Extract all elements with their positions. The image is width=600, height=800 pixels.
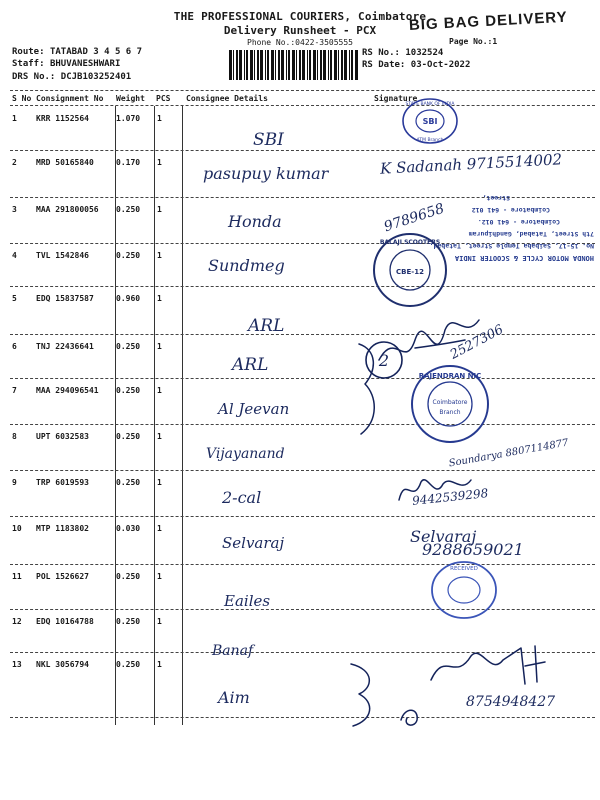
drs-value: DCJB103252401 xyxy=(60,72,132,82)
scribble-mark xyxy=(395,700,425,730)
signature-9: 9442539298 xyxy=(411,486,489,508)
row-5-weight: 0.960 xyxy=(116,294,141,303)
row-6-pcs: 1 xyxy=(157,342,162,351)
consignee-hw-3: Honda xyxy=(228,212,282,231)
rs-no-line: RS No.: 1032524 xyxy=(362,48,444,58)
row-8-consignment: UPT 6032583 xyxy=(36,432,89,441)
signature-13-scribble xyxy=(425,640,550,690)
svg-text:Coimbatore - 641 012.: Coimbatore - 641 012. xyxy=(477,218,560,226)
row-4-sno: 4 xyxy=(12,251,17,260)
barcode-bar xyxy=(292,50,295,80)
row-3-weight: 0.250 xyxy=(116,205,141,214)
row-1-sno: 1 xyxy=(12,114,17,123)
row-6-consignment: TNJ 22436641 xyxy=(36,342,94,351)
drs-line: DRS No.: DCJB103252401 xyxy=(12,72,132,82)
consignee-hw-5: ARL xyxy=(248,316,285,336)
row-separator xyxy=(10,334,595,335)
row-separator xyxy=(10,286,595,287)
row-12-weight: 0.250 xyxy=(116,617,141,626)
barcode-bar xyxy=(299,50,301,80)
row-11-pcs: 1 xyxy=(157,572,162,581)
row-separator xyxy=(10,564,595,565)
consignee-hw-11: Eailes xyxy=(224,592,271,610)
row-11-weight: 0.250 xyxy=(116,572,141,581)
barcode-bar xyxy=(317,50,318,80)
barcode-bar xyxy=(330,50,332,80)
route-value: TATABAD 3 4 5 6 7 xyxy=(49,47,143,57)
page-number: Page No.:1 xyxy=(449,37,498,46)
row-separator xyxy=(10,609,595,610)
row-5-sno: 5 xyxy=(12,294,17,303)
barcode-bar xyxy=(309,50,311,80)
consignee-hw-1: SBI xyxy=(253,130,284,150)
row-6-weight: 0.250 xyxy=(116,342,141,351)
row-12-sno: 12 xyxy=(12,617,22,626)
row-8-weight: 0.250 xyxy=(116,432,141,441)
svg-text:STATE BANK OF INDIA: STATE BANK OF INDIA xyxy=(405,102,455,107)
consignee-hw-7: Al Jeevan xyxy=(218,400,290,418)
row-1-weight: 1.070 xyxy=(116,114,141,123)
blue-round-stamp xyxy=(428,558,500,622)
barcode-bar xyxy=(281,50,284,80)
barcode-bar xyxy=(313,50,316,80)
barcode-bar xyxy=(351,50,353,80)
row-separator xyxy=(10,424,595,425)
row-7-weight: 0.250 xyxy=(116,386,141,395)
svg-text:RAJENDRAN NIC: RAJENDRAN NIC xyxy=(418,372,482,380)
header-rule-top xyxy=(10,90,595,91)
row-separator xyxy=(10,516,595,517)
svg-text:7th Street, Tatabad, Gandhipur: 7th Street, Tatabad, Gandhipuram xyxy=(468,230,594,238)
barcode-bar xyxy=(341,50,343,80)
row-1-consignment: KRR 1152564 xyxy=(36,114,89,123)
row-9-weight: 0.250 xyxy=(116,478,141,487)
rajendran-stamp xyxy=(408,362,492,446)
row-4-pcs: 1 xyxy=(157,251,162,260)
signature-13: 8754948427 xyxy=(466,694,556,710)
row-7-consignment: MAA 294096541 xyxy=(36,386,99,395)
row-11-sno: 11 xyxy=(12,572,22,581)
barcode-bar xyxy=(236,50,238,80)
barcode-bar xyxy=(278,50,280,80)
barcode-bar xyxy=(334,50,337,80)
consignee-hw-4: Sundmeg xyxy=(208,256,285,275)
svg-text:2: 2 xyxy=(378,351,390,370)
column-divider xyxy=(182,106,183,725)
header-rule-bottom xyxy=(10,105,595,106)
barcode-bar xyxy=(338,50,339,80)
sbi-stamp xyxy=(400,96,460,146)
svg-text:Branch: Branch xyxy=(439,409,461,416)
col-signature: Signature xyxy=(374,94,418,103)
rs-date-value: 03-Oct-2022 xyxy=(410,60,471,70)
svg-text:Street,: Street, xyxy=(482,194,510,202)
barcode-bar xyxy=(267,50,269,80)
barcode xyxy=(229,50,359,80)
barcode-bar xyxy=(349,50,350,80)
row-3-pcs: 1 xyxy=(157,205,162,214)
row-13-sno: 13 xyxy=(12,660,22,669)
barcode-bar xyxy=(302,50,305,80)
barcode-bar xyxy=(355,50,358,80)
barcode-bar xyxy=(260,50,263,80)
barcode-bar xyxy=(233,50,234,80)
row-2-pcs: 1 xyxy=(157,158,162,167)
row-10-sno: 10 xyxy=(12,524,22,533)
route-line: Route: TATABAD 3 4 5 6 7 xyxy=(12,47,143,57)
svg-text:CBE-12: CBE-12 xyxy=(396,268,424,276)
row-10-weight: 0.030 xyxy=(116,524,141,533)
circled-number-mark xyxy=(362,338,406,382)
svg-text:SBI: SBI xyxy=(422,117,438,126)
signature-9-scribble xyxy=(395,470,475,510)
barcode-bar xyxy=(257,50,259,80)
col-consignment: Consignment No xyxy=(36,94,104,103)
signature-10-name: Selvaraj xyxy=(410,527,477,546)
consignee-hw-12: Banaf xyxy=(212,643,254,659)
consignee-hw-8: Vijayanand xyxy=(206,446,285,462)
row-separator xyxy=(10,150,595,151)
signature-10-number: 9288659021 xyxy=(422,540,524,559)
big-bag-stamp: BIG BAG DELIVERY xyxy=(408,8,569,34)
consignee-hw-10: Selvaraj xyxy=(222,534,285,552)
col-weight: Weight xyxy=(116,94,145,103)
row-9-pcs: 1 xyxy=(157,478,162,487)
balaji-scooters-stamp xyxy=(370,230,450,310)
svg-text:RECEIVED: RECEIVED xyxy=(450,566,478,572)
column-divider xyxy=(115,106,116,725)
phone-number: Phone No.:0422-3505555 xyxy=(247,38,353,47)
row-4-consignment: TVL 1542846 xyxy=(36,251,89,260)
row-6-sno: 6 xyxy=(12,342,17,351)
row-13-pcs: 1 xyxy=(157,660,162,669)
column-divider xyxy=(154,106,155,725)
row-5-consignment: EDQ 15837587 xyxy=(36,294,94,303)
rs-date-line: RS Date: 03-Oct-2022 xyxy=(362,60,471,70)
row-separator xyxy=(10,717,595,718)
row-separator xyxy=(10,470,595,471)
svg-text:HONDA MOTOR CYCLE & SCOOTER IN: HONDA MOTOR CYCLE & SCOOTER INDIA xyxy=(454,254,594,262)
row-5-pcs: 1 xyxy=(157,294,162,303)
col-sno: S No xyxy=(12,94,32,103)
row-2-sno: 2 xyxy=(12,158,17,167)
row-separator xyxy=(10,378,595,379)
row-7-sno: 7 xyxy=(12,386,17,395)
svg-text:ATM Branch: ATM Branch xyxy=(416,138,444,143)
row-4-weight: 0.250 xyxy=(116,251,141,260)
barcode-bar xyxy=(229,50,232,80)
barcode-bar xyxy=(328,50,329,80)
company-name: THE PROFESSIONAL COURIERS, Coimbatore xyxy=(173,10,427,23)
row-3-consignment: MAA 291800056 xyxy=(36,205,99,214)
row-9-consignment: TRP 6019593 xyxy=(36,478,89,487)
barcode-bar xyxy=(250,50,253,80)
barcode-bar xyxy=(307,50,308,80)
staff-value: BHUVANESHWARI xyxy=(49,59,121,69)
barcode-bar xyxy=(265,50,266,80)
barcode-bar xyxy=(344,50,347,80)
svg-text:No. 15-17, Saibaba Temple Stre: No. 15-17, Saibaba Temple Street, Tatabad, xyxy=(429,242,594,250)
barcode-bar xyxy=(275,50,276,80)
svg-text:BALAJI SCOOTERS: BALAJI SCOOTERS xyxy=(379,239,441,246)
barcode-bar xyxy=(296,50,297,80)
rs-no-value: 1032524 xyxy=(405,48,444,58)
row-2-weight: 0.170 xyxy=(116,158,141,167)
barcode-bar xyxy=(246,50,248,80)
row-13-consignment: NKL 3056794 xyxy=(36,660,89,669)
row-10-pcs: 1 xyxy=(157,524,162,533)
barcode-bar xyxy=(286,50,287,80)
row-11-consignment: POL 1526627 xyxy=(36,572,89,581)
row-8-pcs: 1 xyxy=(157,432,162,441)
barcode-bar xyxy=(323,50,326,80)
row-7-pcs: 1 xyxy=(157,386,162,395)
row-10-consignment: MTP 1183802 xyxy=(36,524,89,533)
col-pcs: PCS xyxy=(156,94,171,103)
barcode-bar xyxy=(320,50,322,80)
barcode-bar xyxy=(244,50,245,80)
row-12-pcs: 1 xyxy=(157,617,162,626)
barcode-bar xyxy=(288,50,290,80)
bracket-mark-2 xyxy=(345,660,385,730)
barcode-bar xyxy=(254,50,255,80)
row-1-pcs: 1 xyxy=(157,114,162,123)
row-13-weight: 0.250 xyxy=(116,660,141,669)
svg-text:Coimbatore: Coimbatore xyxy=(432,399,468,406)
signature-3: 9789658 xyxy=(382,200,447,236)
svg-text:Coimbatore - 641 012: Coimbatore - 641 012 xyxy=(471,206,550,214)
runsheet-title: Delivery Runsheet - PCX xyxy=(223,24,377,37)
barcode-bar xyxy=(271,50,274,80)
consignee-hw-9: 2-cal xyxy=(222,488,262,507)
consignee-hw-2: pasupuy kumar xyxy=(203,164,329,183)
signature-8: Soundarya 8807114877 xyxy=(447,437,570,470)
consignee-hw-13: Aim xyxy=(218,688,250,707)
row-12-consignment: EDQ 10164788 xyxy=(36,617,94,626)
row-9-sno: 9 xyxy=(12,478,17,487)
staff-line: Staff: BHUVANESHWARI xyxy=(12,59,121,69)
row-8-sno: 8 xyxy=(12,432,17,441)
consignee-hw-6: ARL xyxy=(232,355,269,375)
signature-2: K Sadanah 9715514002 xyxy=(379,150,563,178)
col-consignee: Consignee Details xyxy=(186,94,268,103)
barcode-bar xyxy=(239,50,242,80)
row-2-consignment: MRD 50165840 xyxy=(36,158,94,167)
signature-6: 2527306 xyxy=(447,322,507,363)
row-3-sno: 3 xyxy=(12,205,17,214)
